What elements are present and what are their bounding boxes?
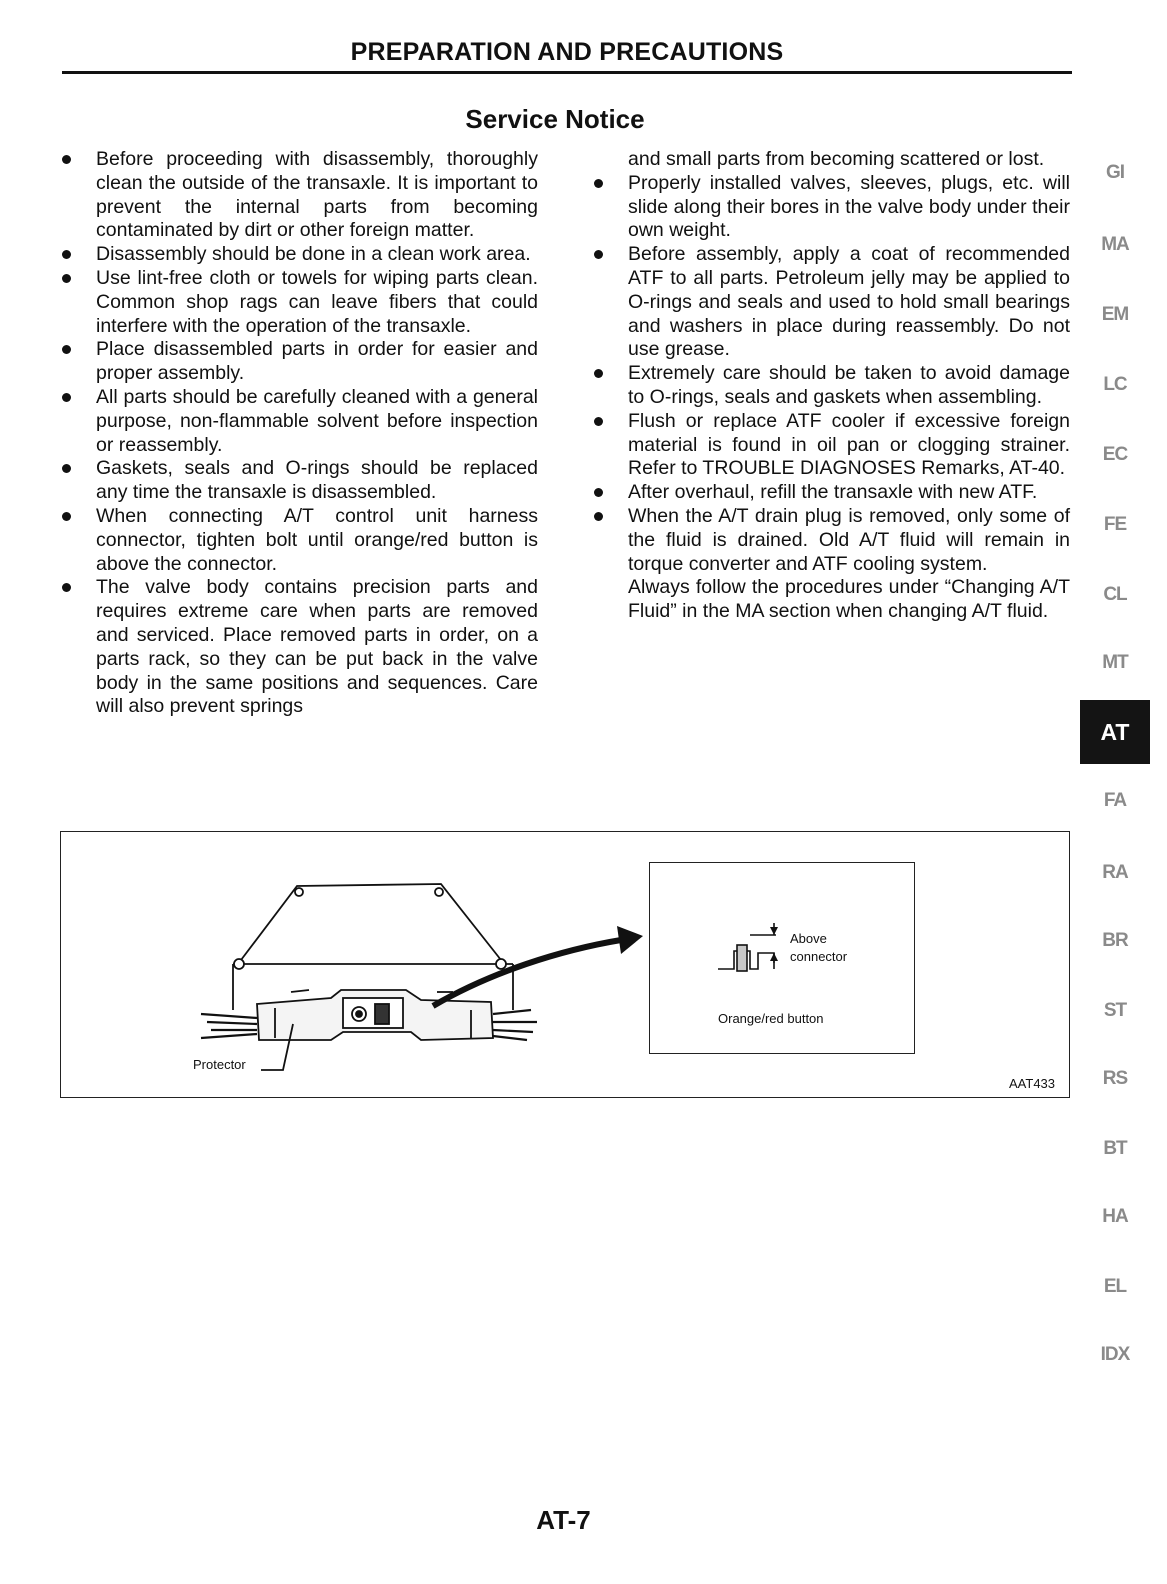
left-column [60,148,538,719]
bullet-icon [594,488,603,497]
tab-at[interactable]: AT [1080,700,1150,764]
tab-ec[interactable]: EC [1102,444,1128,465]
page-header: PREPARATION AND PRECAUTIONS [62,38,1072,74]
bullet-icon [62,345,71,354]
bullet-item: The valve body contains precision parts and requires extreme care when parts are removed and serviced. Place removed parts in order, on a parts rack, so they can be put back in the valve body in the same positions and sequences. Care will also prevent springs [60,576,538,719]
tab-ha[interactable]: HA [1102,1206,1128,1227]
bullet-item: Place disassembled parts in order for easier and proper assembly. [60,338,538,386]
bullet-item: After overhaul, refill the transaxle with new ATF. [592,481,1070,505]
right-column [592,148,1070,624]
bullet-icon [594,179,603,188]
closing-text: Always follow the procedures under “Changing A/T Fluid” in the MA section when changing A/T fluid. [628,576,1070,623]
tab-br[interactable]: BR [1102,930,1128,951]
bullet-icon [62,512,71,521]
bullet-icon [62,250,71,259]
protector-label: Protector [193,1057,246,1072]
bullet-item: Use lint-free cloth or towels for wiping parts clean. Common shop rags can leave fibers that could interfere with the operation of the transaxle. [60,267,538,338]
tab-ra[interactable]: RA [1102,862,1128,883]
bullet-item: Before proceeding with disassembly, thoroughly clean the outside of the transaxle. It is important to prevent the internal parts from becoming contaminated by dirt or other foreign matter. [60,148,538,243]
tab-bt[interactable]: BT [1103,1138,1127,1159]
bullet-item: When the A/T drain plug is removed, only some of the fluid is drained. Old A/T fluid will remain in torque converter and ATF cooling system. [592,505,1070,576]
bullet-icon [62,274,71,283]
tab-idx[interactable]: IDX [1100,1344,1130,1365]
connector-label: connector [790,949,848,964]
figure-code: AAT433 [1009,1076,1056,1091]
connector-figure [60,831,1070,1098]
bullet-icon [62,155,71,164]
bullet-icon [62,583,71,592]
connector-detail-inset [649,862,915,1054]
bullet-item: Disassembly should be done in a clean work area. [60,243,538,267]
tab-lc[interactable]: LC [1103,374,1127,395]
bullet-icon [62,393,71,402]
tab-mt[interactable]: MT [1102,652,1128,673]
section-title: Service Notice [465,104,645,134]
bullet-icon [594,250,603,259]
tab-em[interactable]: EM [1101,304,1129,325]
tab-ma[interactable]: MA [1101,234,1129,255]
bullet-icon [594,512,603,521]
bullet-icon [62,464,71,473]
bullet-item: Properly installed valves, sleeves, plugs, etc. will slide along their bores in the valve body under their own weight. [592,172,1070,243]
page-number: AT-7 [536,1505,591,1535]
bullet-item: Gaskets, seals and O-rings should be replaced any time the transaxle is disassembled. [60,457,538,505]
tab-el[interactable]: EL [1103,1276,1127,1297]
bullet-item: Extremely care should be taken to avoid damage to O-rings, seals and gaskets when assembling. [592,362,1070,410]
tab-st[interactable]: ST [1103,1000,1127,1021]
bullet-icon [594,417,603,426]
tab-rs[interactable]: RS [1102,1068,1128,1089]
bullet-item: Flush or replace ATF cooler if excessive foreign material is found in oil pan or clogging strainer. Refer to TROUBLE DIAGNOSES Remarks, AT-40. [592,410,1070,481]
bullet-icon [594,369,603,378]
bullet-item: All parts should be carefully cleaned with a general purpose, non-flammable solvent before inspection or reassembly. [60,386,538,457]
continuation-text: and small parts from becoming scattered or lost. [628,148,1045,170]
tab-cl[interactable]: CL [1103,584,1127,605]
bullet-item: When connecting A/T control unit harness connector, tighten bolt until orange/red button is above the connector. [60,505,538,576]
tab-fe[interactable]: FE [1103,514,1127,535]
above-label: Above [790,931,827,946]
bullet-item: Before assembly, apply a coat of recommended ATF to all parts. Petroleum jelly may be applied to O-rings and seals and used to hold small bearings and washers in place during reassembly. Do not use grease. [592,243,1070,362]
tab-fa[interactable]: FA [1103,790,1127,811]
tab-gi[interactable]: GI [1105,162,1125,183]
button-label: Orange/red button [718,1011,824,1026]
